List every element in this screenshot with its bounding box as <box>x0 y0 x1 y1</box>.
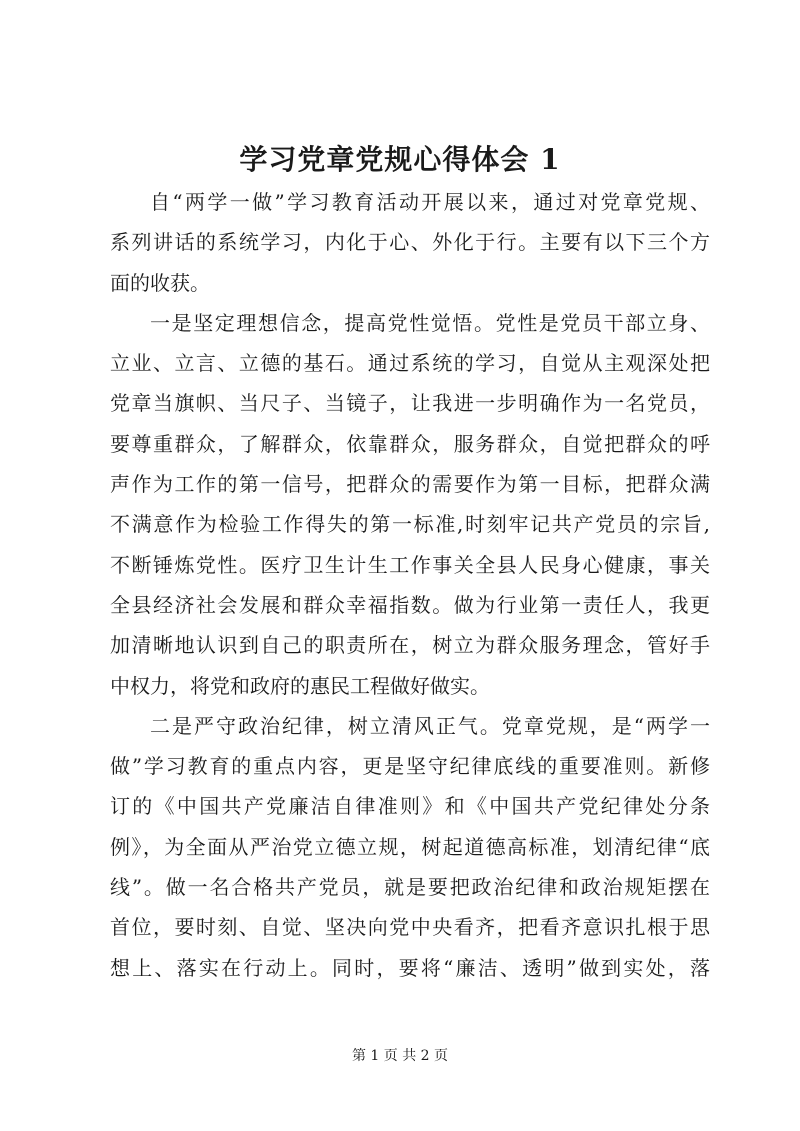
document-body <box>110 182 710 988</box>
page-footer: 第 1 页 共 2 页 <box>351 1048 449 1064</box>
text-line: 加清晰地认识到自己的职责所在，树立为群众服务理念，管好手 <box>110 633 710 658</box>
text-line: 线”。做一名合格共产党员，就是要把政治纪律和政治规矩摆在 <box>110 875 710 900</box>
text-line: 要尊重群众，了解群众，依靠群众，服务群众，自觉把群众的呼 <box>110 431 710 456</box>
text-line: 自“两学一做”学习教育活动开展以来，通过对党章党规、 <box>150 190 710 214</box>
text-line: 例》，为全面从严治党立德立规，树起道德高标准，划清纪律“底 <box>110 834 710 859</box>
text-line: 不满意作为检验工作得失的第一标准,时刻牢记共产党员的宗旨, <box>110 512 710 537</box>
text-line: 二是严守政治纪律，树立清风正气。党章党规，是“两学一 <box>150 713 710 738</box>
text-line: 中权力，将党和政府的惠民工程做好做实。 <box>110 673 490 698</box>
text-line: 面的收获。 <box>110 270 210 295</box>
text-line: 全县经济社会发展和群众幸福指数。做为行业第一责任人，我更 <box>110 592 710 617</box>
text-line: 不断锤炼党性。医疗卫生计生工作事关全县人民身心健康，事关 <box>110 552 710 577</box>
text-line: 一是坚定理想信念，提高党性觉悟。党性是党员干部立身、 <box>150 310 710 335</box>
text-line: 声作为工作的第一信号，把群众的需要作为第一目标，把群众满 <box>110 472 710 497</box>
text-line: 想上、落实在行动上。同时，要将“廉洁、透明”做到实处，落 <box>110 955 710 980</box>
text-line: 系列讲话的系统学习，内化于心、外化于行。主要有以下三个方 <box>110 230 710 255</box>
document-title: 学习党章党规心得体会 1 <box>239 143 561 176</box>
text-line: 订的《中国共产党廉洁自律准则》和《中国共产党纪律处分条 <box>110 794 710 819</box>
text-line: 首位，要时刻、自觉、坚决向党中央看齐，把看齐意识扎根于思 <box>110 915 710 940</box>
text-line: 做”学习教育的重点内容，更是坚守纪律底线的重要准则。新修 <box>110 754 710 779</box>
text-line: 党章当旗帜、当尺子、当镜子，让我进一步明确作为一名党员， <box>110 391 710 416</box>
text-line: 立业、立言、立德的基石。通过系统的学习，自觉从主观深处把 <box>110 351 710 376</box>
